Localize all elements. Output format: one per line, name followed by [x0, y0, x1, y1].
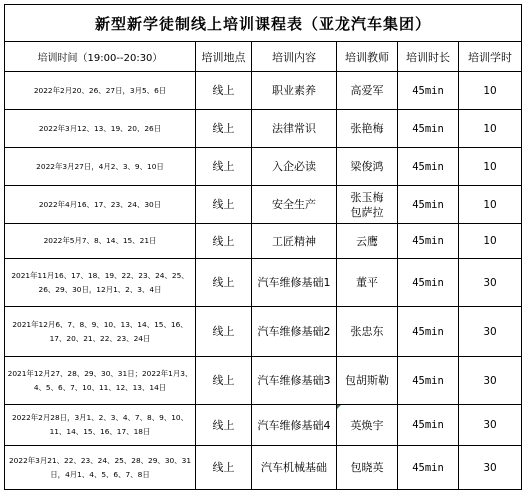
cell-duration[interactable]: 45min [398, 405, 459, 446]
cell-dates[interactable]: 2022年2月28日，3月1、2、3、4、7、8、9、10、11、14、15、16、17、18日 [5, 405, 196, 446]
cell-content[interactable]: 汽车维修基础1 [252, 259, 337, 307]
cell-hours[interactable]: 30 [459, 357, 522, 405]
cell-place[interactable]: 线上 [196, 110, 252, 148]
cell-place[interactable]: 线上 [196, 259, 252, 307]
cell-dates[interactable]: 2022年2月20、26、27日，3月5、6日 [5, 72, 196, 110]
header-time: 培训时间（19:00--20:30） [5, 42, 196, 72]
cell-hours[interactable]: 30 [459, 405, 522, 446]
cell-teacher[interactable]: 张忠东 [337, 307, 398, 357]
cell-duration[interactable]: 45min [398, 446, 459, 490]
cell-duration[interactable]: 45min [398, 110, 459, 148]
schedule-rows [5, 72, 522, 490]
cell-content[interactable]: 汽车机械基础 [252, 446, 337, 490]
cell-hours[interactable]: 10 [459, 186, 522, 224]
cell-hours[interactable]: 30 [459, 307, 522, 357]
table-row [5, 110, 522, 148]
table-row [5, 446, 522, 490]
cell-dates[interactable]: 2022年3月27日，4月2、3、9、10日 [5, 148, 196, 186]
cell-place[interactable]: 线上 [196, 357, 252, 405]
cell-duration[interactable]: 45min [398, 148, 459, 186]
header-row [5, 42, 522, 72]
course-schedule-table [4, 4, 522, 490]
cell-place[interactable]: 线上 [196, 446, 252, 490]
header-teacher: 培训教师 [337, 42, 398, 72]
cell-content[interactable]: 汽车维修基础2 [252, 307, 337, 357]
header-place: 培训地点 [196, 42, 252, 72]
table-row [5, 307, 522, 357]
cell-content[interactable]: 职业素养 [252, 72, 337, 110]
cell-teacher[interactable]: 董平 [337, 259, 398, 307]
course-schedule-sheet [4, 4, 521, 490]
cell-hours[interactable]: 30 [459, 446, 522, 490]
cell-content[interactable]: 工匠精神 [252, 224, 337, 259]
table-row [5, 72, 522, 110]
header-duration: 培训时长 [398, 42, 459, 72]
cell-dates[interactable]: 2022年5月7、8、14、15、21日 [5, 224, 196, 259]
cell-hours[interactable]: 10 [459, 148, 522, 186]
cell-hours[interactable]: 10 [459, 72, 522, 110]
cell-content[interactable]: 汽车维修基础4 [252, 405, 337, 446]
cell-teacher[interactable]: 高爱军 [337, 72, 398, 110]
cell-duration[interactable]: 45min [398, 259, 459, 307]
cell-hours[interactable]: 10 [459, 110, 522, 148]
cell-place[interactable]: 线上 [196, 186, 252, 224]
cell-content[interactable]: 入企必读 [252, 148, 337, 186]
table-row [5, 186, 522, 224]
table-row [5, 357, 522, 405]
cell-teacher[interactable]: 包胡斯勒 [337, 357, 398, 405]
cell-place[interactable]: 线上 [196, 148, 252, 186]
cell-hours[interactable]: 10 [459, 224, 522, 259]
cell-dates[interactable]: 2021年12月27、28、29、30、31日；2022年1月3、4、5、6、7、10、11、12、13、14日 [5, 357, 196, 405]
table-title: 新型新学徒制线上培训课程表（亚龙汽车集团） [5, 5, 522, 42]
cell-content[interactable]: 法律常识 [252, 110, 337, 148]
cell-content[interactable]: 汽车维修基础3 [252, 357, 337, 405]
cell-dates[interactable]: 2022年4月16、17、23、24、30日 [5, 186, 196, 224]
cell-teacher[interactable]: 云鹰 [337, 224, 398, 259]
cell-teacher[interactable]: 包晓英 [337, 446, 398, 490]
cell-dates[interactable]: 2022年3月21、22、23、24、25、28、29、30、31日，4月1、4、5、6、7、8日 [5, 446, 196, 490]
cell-duration[interactable]: 45min [398, 224, 459, 259]
cell-teacher[interactable]: 张玉梅 包萨拉 [337, 186, 398, 224]
cell-duration[interactable]: 45min [398, 72, 459, 110]
cell-duration[interactable]: 45min [398, 186, 459, 224]
table-row [5, 224, 522, 259]
table-row [5, 405, 522, 446]
header-hours: 培训学时 [459, 42, 522, 72]
cell-dates[interactable]: 2022年3月12、13、19、20、26日 [5, 110, 196, 148]
cell-place[interactable]: 线上 [196, 405, 252, 446]
cell-place[interactable]: 线上 [196, 307, 252, 357]
cell-duration[interactable]: 45min [398, 307, 459, 357]
cell-place[interactable]: 线上 [196, 224, 252, 259]
cell-comment-marker [337, 405, 341, 409]
cell-place[interactable]: 线上 [196, 72, 252, 110]
cell-hours[interactable]: 30 [459, 259, 522, 307]
table-row [5, 259, 522, 307]
cell-dates[interactable]: 2021年12月6、7、8、9、10、13、14、15、16、17、20、21、22、23、24日 [5, 307, 196, 357]
cell-teacher[interactable]: 张艳梅 [337, 110, 398, 148]
cell-teacher[interactable]: 梁俊鸿 [337, 148, 398, 186]
cell-content[interactable]: 安全生产 [252, 186, 337, 224]
cell-dates[interactable]: 2021年11月16、17、18、19、22、23、24、25、26、29、30日，12月1、2、3、4日 [5, 259, 196, 307]
cell-duration[interactable]: 45min [398, 357, 459, 405]
header-content: 培训内容 [252, 42, 337, 72]
table-row [5, 148, 522, 186]
cell-teacher[interactable]: 英焕宇 [337, 405, 398, 446]
